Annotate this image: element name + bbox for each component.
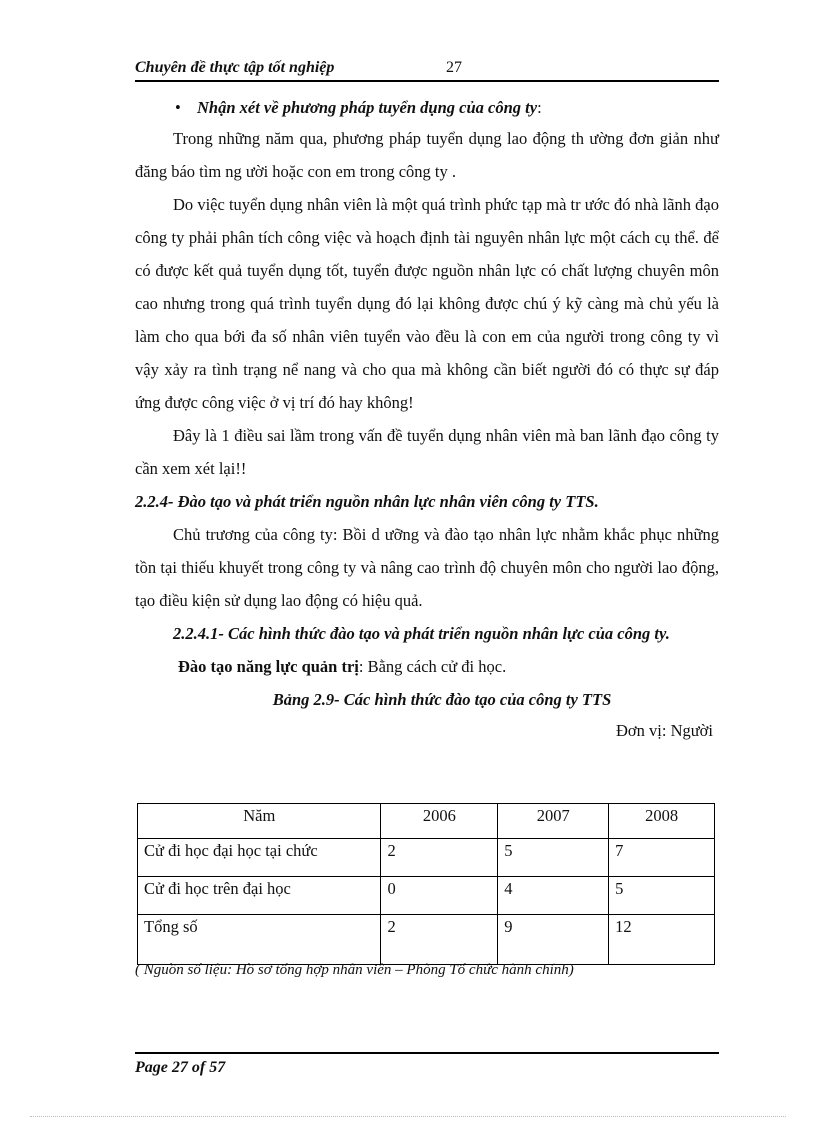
- table-row-total: [138, 915, 715, 965]
- table-cell: 4: [498, 877, 609, 915]
- paragraph-1: Trong những năm qua, phương pháp tuyển dụng lao động th ường đơn giản như đăng báo tìm ng ười hoặc con em trong công ty .: [135, 129, 719, 181]
- page-header: [135, 58, 719, 82]
- table-cell: Cử đi học trên đại học: [138, 877, 381, 915]
- subsection-heading: 2.2.4.1- Các hình thức đào tạo và phát triển nguồn nhân lực của công ty.: [173, 624, 670, 643]
- table-caption: Bảng 2.9- Các hình thức đào tạo của công ty TTS: [272, 690, 612, 709]
- table-cell: 2: [381, 839, 498, 877]
- table-cell: 12: [609, 915, 715, 965]
- table-row: [138, 877, 715, 915]
- table-cell: 5: [609, 877, 715, 915]
- section-heading: 2.2.4- Đào tạo và phát triển nguồn nhân lực nhân viên công ty TTS.: [135, 492, 599, 511]
- bullet-heading: Nhận xét về phương pháp tuyển dụng của công ty: [197, 98, 538, 117]
- management-training-text: : Bằng cách cử đi học.: [358, 657, 507, 676]
- column-header: 2008: [609, 804, 715, 839]
- page-edge-divider: [30, 1116, 786, 1117]
- training-table: [137, 803, 715, 965]
- page-footer: [135, 1052, 719, 1076]
- header-page-number: 27: [446, 59, 462, 76]
- table-cell: Tổng số: [138, 915, 381, 965]
- table-cell: 9: [498, 915, 609, 965]
- column-header: 2006: [381, 804, 498, 839]
- source-note: ( Nguồn số liệu: Hồ sơ tổng hợp nhân viên – Phòng Tổ chức hành chính): [135, 962, 574, 978]
- bullet-item: [175, 96, 719, 122]
- table-cell: 2: [381, 915, 498, 965]
- management-training-line: [135, 650, 719, 683]
- unit-label: Đơn vị: Người: [616, 721, 713, 740]
- table-row: [138, 839, 715, 877]
- table-cell: 5: [498, 839, 609, 877]
- column-header: 2007: [498, 804, 609, 839]
- paragraph-4: Chủ trương của công ty: Bồi d ưỡng và đào tạo nhân lực nhằm khắc phục những tồn tại thiếu khuyết trong công ty và nâng cao trình độ chuyên môn cho người lao động, tạo điều kiện sử dụng lao động có hiệu quả.: [135, 525, 719, 610]
- document-body: [135, 96, 719, 746]
- table-cell: 7: [609, 839, 715, 877]
- bullet-icon: •: [175, 98, 181, 117]
- table-cell: Cử đi học đại học tại chức: [138, 839, 381, 877]
- management-training-label: Đào tạo năng lực quản trị: [178, 657, 359, 676]
- bullet-suffix: :: [537, 98, 542, 117]
- table-cell: 0: [381, 877, 498, 915]
- paragraph-2: Do việc tuyển dụng nhân viên là một quá trình phức tạp mà tr ước đó nhà lãnh đạo công ty phải phân tích công việc và hoạch định tài nguyên nhân lực một cách cụ thể. để có được kết quả tuyển dụng tốt, tuyển được nguồn nhân lực có chất lượng chuyên môn cao nhưng trong quá trình tuyển dụng đó lại không được chú ý kỹ càng mà chủ yếu là làm cho qua bới đa số nhân viên tuyển vào đều là con em của người trong công ty vì vậy xảy ra tình trạng nể nang và cho qua mà không cần biết người đó có thực sự đáp ứng được công việc ở vị trí đó hay không!: [135, 195, 719, 412]
- column-header: Năm: [138, 804, 381, 839]
- paragraph-3: Đây là 1 điều sai lầm trong vấn đề tuyển dụng nhân viên mà ban lãnh đạo công ty cần xem xét lại!!: [135, 426, 719, 478]
- footer-page-label: Page 27 of 57: [135, 1059, 226, 1076]
- table-header-row: [138, 804, 715, 839]
- header-title: Chuyên đề thực tập tốt nghiệp: [135, 59, 335, 76]
